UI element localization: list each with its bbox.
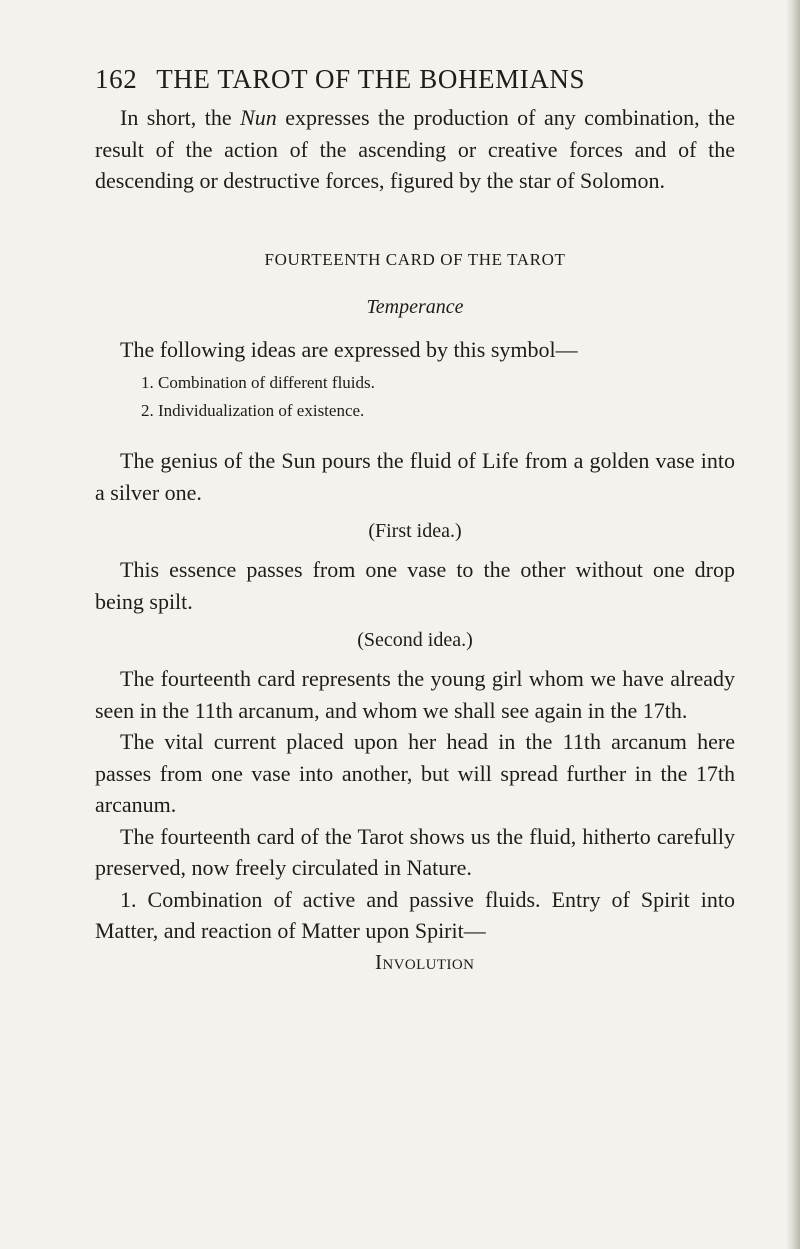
ideas-list [95,369,735,425]
first-idea-paragraph: The genius of the Sun pours the fluid of Life from a golden vase into a silver one. [95,448,735,505]
nun-term: Nun [240,105,277,130]
running-header [95,62,735,96]
first-idea-note: (First idea.) [368,520,462,542]
intro-text-end: expresses the production of any combination, the result of the action of the ascending or creative forces and of the descending or destructive forces, figured by the star of Solomon. [95,105,735,193]
page-edge-shadow [786,0,800,1249]
page-number: 162 [95,64,138,94]
second-idea-note: (Second idea.) [357,629,473,651]
involution-term: Involution [375,949,475,974]
lead-paragraph: The following ideas are expressed by this symbol— [120,336,578,362]
body-paragraph-3: The fourteenth card of the Tarot shows us the fluid, hitherto carefully preserved, now freely circulated in Nature. [95,823,735,880]
intro-text-start: In short, the [120,105,241,130]
second-idea-paragraph: This essence passes from one vase to the other without one drop being spilt. [95,557,735,614]
section-subtitle: Temperance [366,295,464,318]
book-page [95,62,735,977]
body-paragraph-2: The vital current placed upon her head in the 11th arcanum here passes from one vase into another, but will spread further in the 17th arcanum. [95,729,735,817]
section-heading: FOURTEENTH CARD OF THE TAROT [264,249,566,269]
body-paragraph-1: The fourteenth card represents the young girl whom we have already seen in the 11th arcanum, and whom we shall see again in the 17th. [95,666,735,723]
intro-paragraph [95,102,735,197]
idea-item-2: 2. Individualization of existence. [141,401,365,420]
idea-item-1: 1. Combination of different fluids. [141,373,375,392]
body-paragraph-4: 1. Combination of active and passive fluids. Entry of Spirit into Matter, and reaction of Matter upon Spirit— [95,886,735,943]
running-title: THE TAROT OF THE BOHEMIANS [156,64,586,94]
